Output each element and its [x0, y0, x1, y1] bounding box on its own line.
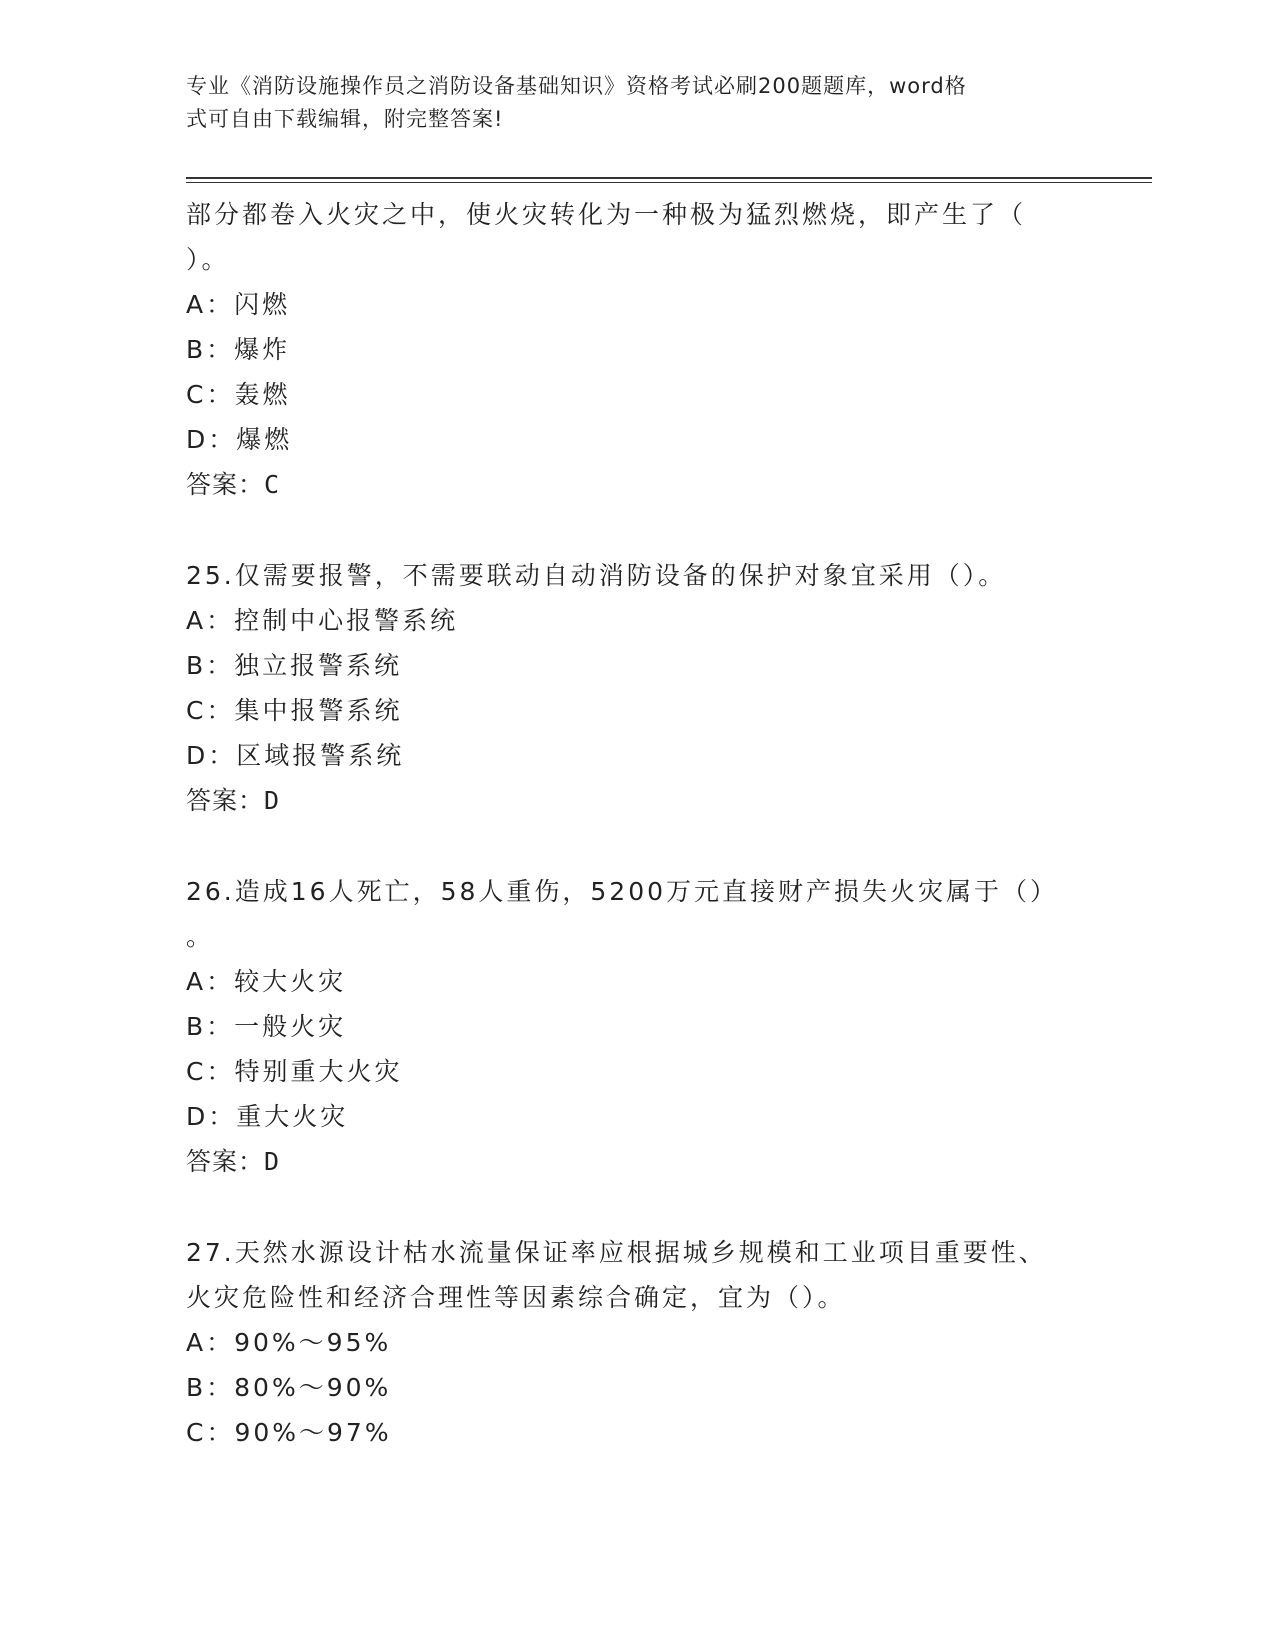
question-stem-line: 26.造成16人死亡，58人重伤，5200万元直接财产损失火灾属于（） — [186, 877, 1059, 906]
answer-line — [186, 1139, 1086, 1184]
question-stem-line: 火灾危险性和经济合理性等因素综合确定，宜为（）。 — [186, 1283, 846, 1312]
option-b: B：80%～90% — [186, 1373, 392, 1402]
option-d: D：区域报警系统 — [186, 741, 405, 770]
option-d: D：爆燃 — [186, 425, 293, 454]
option-c: C：特别重大火灾 — [186, 1057, 403, 1086]
option-a: A：较大火灾 — [186, 967, 347, 996]
answer-label: 答案： — [186, 786, 265, 815]
question-stem-line: ）。 — [186, 245, 230, 274]
answer-line — [186, 462, 1086, 507]
option-c: C：轰燃 — [186, 380, 291, 409]
question-stem-line: 部分都卷入火灾之中，使火灾转化为一种极为猛烈燃烧，即产生了（ — [186, 200, 1027, 229]
option-a: A：控制中心报警系统 — [186, 606, 459, 635]
option-a: A：闪燃 — [186, 290, 291, 319]
answer-label: 答案： — [186, 470, 265, 499]
question-stem-line: 27.天然水源设计枯水流量保证率应根据城乡规模和工业项目重要性、 — [186, 1238, 1047, 1267]
option-b: B：独立报警系统 — [186, 651, 403, 680]
option-c: C：集中报警系统 — [186, 696, 403, 725]
question-stem-line: 25.仅需要报警，不需要联动自动消防设备的保护对象宜采用（）。 — [186, 561, 1007, 590]
answer-line — [186, 778, 1086, 823]
question-continued — [186, 192, 1086, 507]
header-line-1: 专业《消防设施操作员之消防设备基础知识》资格考试必刷200题题库，word格 — [186, 74, 967, 98]
header-divider-thin — [186, 182, 1152, 183]
header-line-2: 式可自由下载编辑，附完整答案! — [186, 107, 504, 131]
option-b: B：爆炸 — [186, 335, 291, 364]
option-a: A：90%～95% — [186, 1328, 392, 1357]
answer-value: D — [264, 786, 281, 815]
answer-value: C — [264, 470, 281, 499]
option-c: C：90%～97% — [186, 1418, 392, 1447]
question-stem-line: 。 — [186, 922, 215, 951]
document-header — [186, 70, 1066, 136]
question-25 — [186, 553, 1086, 823]
header-divider-thick — [186, 177, 1152, 179]
question-list — [186, 192, 1086, 1455]
option-d: D：重大火灾 — [186, 1102, 349, 1131]
question-26 — [186, 869, 1086, 1184]
question-27 — [186, 1230, 1086, 1455]
answer-label: 答案： — [186, 1147, 265, 1176]
answer-value: D — [264, 1147, 281, 1176]
option-b: B：一般火灾 — [186, 1012, 347, 1041]
